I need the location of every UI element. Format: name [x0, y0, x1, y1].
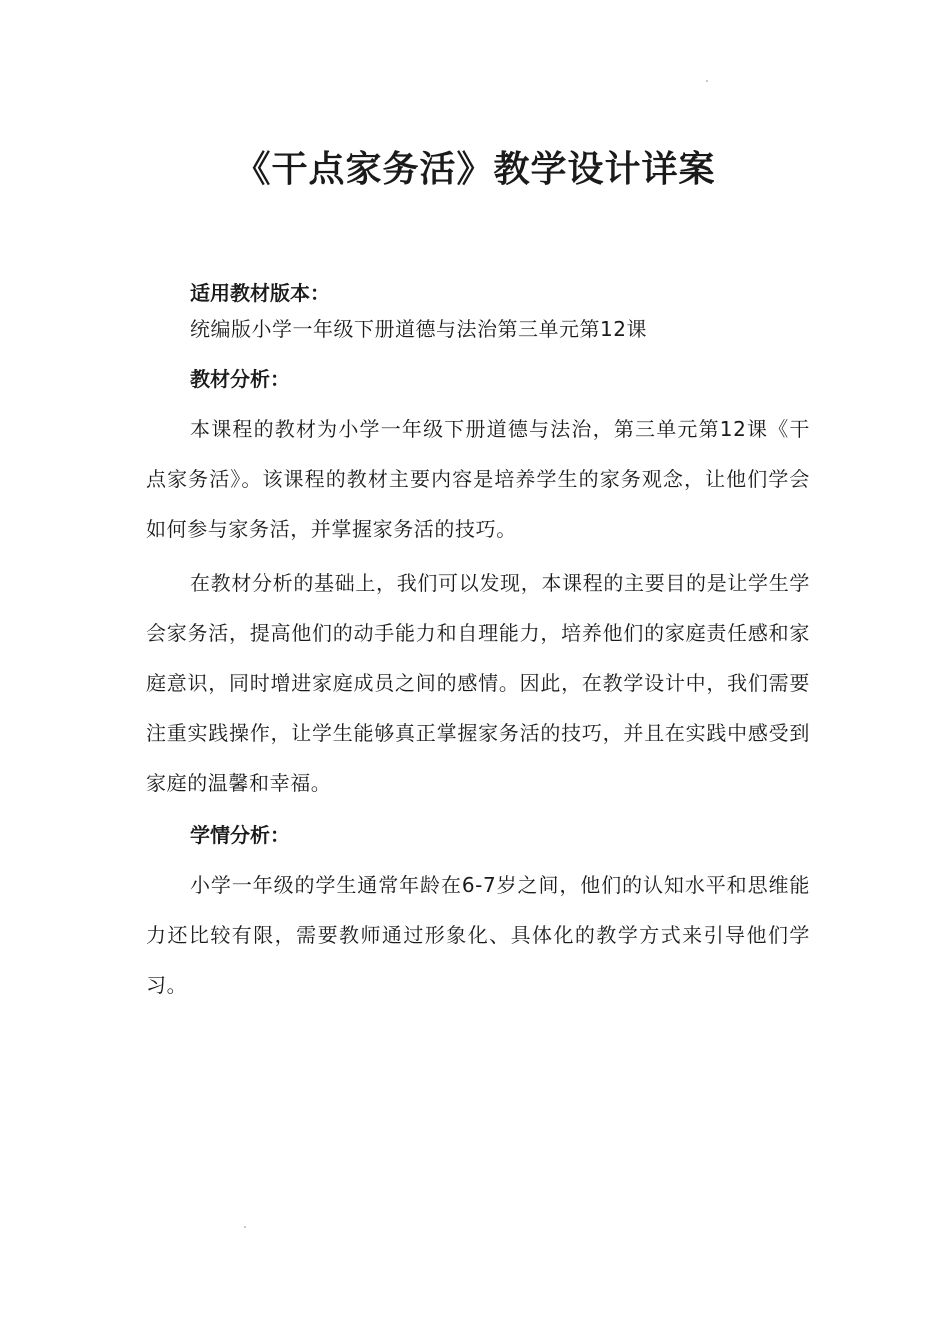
student-analysis-paragraph-1: 小学一年级的学生通常年龄在6-7岁之间，他们的认知水平和思维能力还比较有限，需要教师通过形象化、具体化的教学方式来引导他们学习。 [146, 873, 810, 997]
section-heading-student-analysis: 学情分析： [190, 823, 290, 847]
page-speck-bottom [244, 1226, 246, 1228]
textbook-version-text: 统编版小学一年级下册道德与法治第三单元第12课 [190, 317, 647, 341]
page-speck-top [706, 80, 708, 82]
material-analysis-paragraph-2: 在教材分析的基础上，我们可以发现，本课程的主要目的是让学生学会家务活，提高他们的动手能力和自理能力，培养他们的家庭责任感和家庭意识，同时增进家庭成员之间的感情。因此，在教学设计中，我们需要注重实践操作，让学生能够真正掌握家务活的技巧，并且在实践中感受到家庭的温馨和幸福。 [146, 571, 810, 795]
section-heading-material-analysis: 教材分析： [190, 367, 290, 391]
document-body [146, 280, 810, 1010]
material-analysis-paragraph-1: 本课程的教材为小学一年级下册道德与法治，第三单元第12课《干点家务活》。该课程的教材主要内容是培养学生的家务观念，让他们学会如何参与家务活，并掌握家务活的技巧。 [146, 417, 810, 541]
document-title: 《干点家务活》教学设计详案 [234, 149, 716, 190]
section-heading-textbook-version: 适用教材版本： [190, 281, 330, 305]
